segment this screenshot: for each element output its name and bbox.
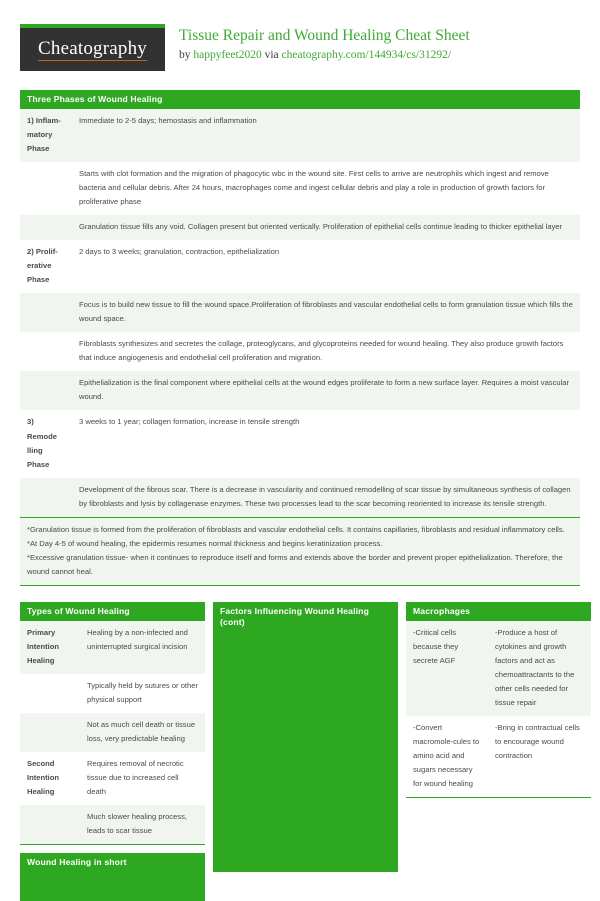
cheatography-logo[interactable] [20,24,165,71]
bottom-columns [20,602,580,901]
table-row [406,621,591,716]
table-row [20,621,205,674]
row-key: Primary Intention Healing [20,621,80,674]
row-key [20,215,72,240]
types-title: Types of Wound Healing [20,602,205,621]
via-label: via [264,48,279,61]
row-key [20,371,72,410]
table-row [20,371,580,410]
column-right [406,602,591,798]
table-row [20,410,580,477]
types-table [20,621,205,846]
factors-influencing-title: Factors Influencing Wound Healing (cont) [220,605,369,627]
title-block [179,24,470,63]
by-label: by [179,48,191,61]
table-row [406,716,591,798]
row-value: -Produce a host of cytokines and growth factors and act as chemoattractants to the other cells needed for tissue repair [488,621,591,716]
wound-healing-in-short-title: Wound Healing in short [27,857,127,868]
row-value: Development of the fibrous scar. There is a decrease in vascularity and continued remodelling of scar tissue by simultaneous synthesis of collagen by fibroblasts and lysis by collagenase enzymes. These two processes lead to the scar becoming reoriented to increase its tensile strength. [72,478,580,518]
footnotes [20,518,580,586]
table-row [20,240,580,293]
row-key: 1) Inflammatory Phase [20,109,72,162]
row-key [20,674,80,713]
table-row [20,713,205,752]
row-value: Not as much cell death or tissue loss, very predictable healing [80,713,205,752]
row-key [20,332,72,371]
factors-influencing-block [213,602,398,872]
three-phases-title: Three Phases of Wound Healing [20,90,580,109]
row-value: Much slower healing process, leads to scar tissue [80,805,205,845]
table-row [20,752,205,805]
row-key: -Critical cells because they secrete AGF [406,621,488,716]
row-key [20,805,80,845]
row-value: Focus is to build new tissue to fill the wound space.Proliferation of fibroblasts and vascular endothelial cells to form granulation tissue which fills the wound space. [72,293,580,332]
row-key [20,713,80,752]
table-row [20,109,580,162]
row-value: Epithelialization is the final component where epithelial cells at the wound edges proliferate to form a new surface layer. Requires a moist vascular wound. [72,371,580,410]
row-value: 2 days to 3 weeks; granulation, contraction, epithelialization [72,240,580,293]
logo-text: Cheatography [38,38,147,59]
row-key: -Convert macromole-cules to amino acid and sugars necessary for wound healing [406,716,488,798]
wound-healing-in-short-block [20,853,205,901]
table-row [20,293,580,332]
row-key: Second Intention Healing [20,752,80,805]
types-of-wound-healing-block [20,602,205,845]
column-middle [213,602,398,872]
table-row [20,215,580,240]
page-title: Tissue Repair and Wound Healing Cheat Sheet [179,27,470,44]
row-key: 3) Remode lling Phase [20,410,72,477]
row-key: 2) Proliferative Phase [20,240,72,293]
table-row [20,674,205,713]
macrophages-body [406,621,591,798]
types-body [20,621,205,845]
macrophages-table [406,621,591,799]
row-value: Typically held by sutures or other physical support [80,674,205,713]
row-value: Fibroblasts synthesizes and secretes the collage, proteoglycans, and glycoproteins needed for wound healing. They also produce growth factors that induce angiogenesis and endothelial cell proliferation and migration. [72,332,580,371]
macrophages-title: Macrophages [406,602,591,621]
footnote-item: *At Day 4-5 of wound healing, the epidermis resumes normal thickness and begins keratinization process. [27,538,383,548]
row-key [20,478,72,518]
macrophages-block [406,602,591,798]
row-value: Healing by a non-infected and uninterrupted surgical incision [80,621,205,674]
column-left [20,602,205,901]
source-url-link[interactable]: cheatography.com/144934/cs/31292/ [281,48,452,61]
row-key [20,162,72,215]
author-link[interactable]: happyfeet2020 [193,48,262,61]
row-value: Granulation tissue fills any void. Collagen present but oriented vertically. Proliferation of epithelial cells continue leading to thicker epithelial layer [72,215,580,240]
column-spacer [20,845,205,853]
footnote-item: *Granulation tissue is formed from the proliferation of fibroblasts and vascular endothelial cells. It contains capillaries, fibroblasts and residual inflammatory cells. [27,524,565,534]
footnote-item: *Excessive granulation tissue- when it continues to reproduce itself and forms and extends above the border and prevent proper epithelialization. Therefore, the wound cannot heal. [27,552,563,576]
three-phases-table [20,109,580,518]
row-key [20,293,72,332]
row-value: Starts with clot formation and the migration of phagocytic wbc in the wound site. First cells to arrive are neutrophils which ingest and remove bacteria and cellular debris. After 24 hours, macrophages come and ingest cellular debris and play a role in production of growth factors for proliferative phase [72,162,580,215]
three-phases-body [20,109,580,518]
row-value: Requires removal of necrotic tissue due to increased cell death [80,752,205,805]
row-value: -Bring in contractual cells to encourage wound contraction [488,716,591,798]
table-row [20,332,580,371]
table-row [20,162,580,215]
page-header [20,24,580,76]
three-phases-block [20,90,580,518]
row-value: Immediate to 2-5 days; hemostasis and inflammation [72,109,580,162]
table-row [20,478,580,518]
table-row [20,805,205,845]
row-value: 3 weeks to 1 year; collagen formation, increase in tensile strength [72,410,580,477]
byline [179,48,470,63]
